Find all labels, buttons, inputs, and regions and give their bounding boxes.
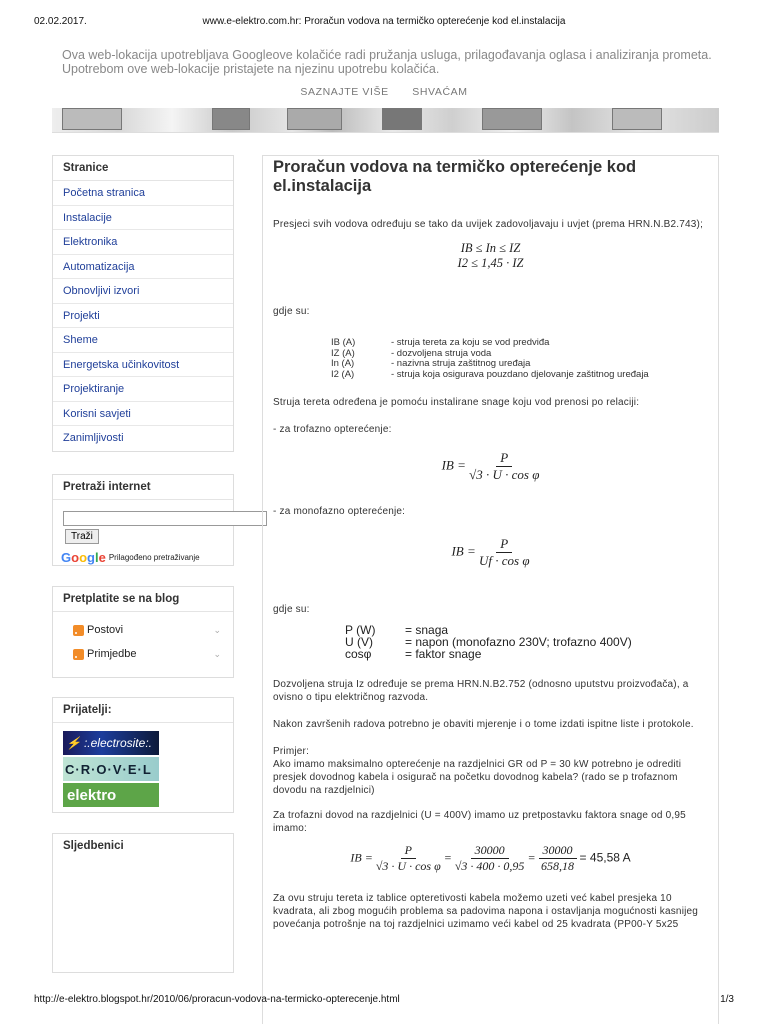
print-url: http://e-elektro.blogspot.hr/2010/06/proracun-vodova-na-termicko-opterecenje.html bbox=[34, 994, 400, 1005]
friend-link-elektro[interactable]: elektro bbox=[63, 783, 159, 807]
legend-symbol: I2 (A) bbox=[331, 368, 355, 380]
formula-numerator: P bbox=[496, 536, 512, 553]
friends-widget bbox=[52, 697, 234, 813]
post-paragraph: Struja tereta određena je pomoću instalirane snage koju vod prenosi po relaciji: bbox=[273, 397, 640, 408]
legend-symbol: IB (A) bbox=[331, 337, 356, 348]
followers-widget bbox=[52, 833, 234, 973]
print-page-title: www.e-elektro.com.hr: Proračun vodova na termičko opterećenje kod el.instalacija bbox=[202, 16, 566, 27]
chevron-down-icon: ⌄ bbox=[213, 624, 221, 635]
accept-cookies-button[interactable]: SHVAĆAM bbox=[412, 86, 468, 98]
banner-device bbox=[482, 108, 542, 130]
formula-line: IB ≤ In ≤ IZ bbox=[460, 241, 521, 255]
post-paragraph: Nakon završenih radova potrebno je obaviti mjerenje i o tome izdati ispitne liste i protokole. bbox=[273, 719, 694, 730]
google-custom-search bbox=[53, 548, 233, 575]
nav-item-projekti[interactable]: Projekti bbox=[53, 304, 233, 329]
legend-description: - dozvoljena struja voda bbox=[391, 347, 492, 359]
post-paragraph: Presjeci svih vodova određuju se tako da uvijek zadovoljavaju i uvjet (prema HRN.N.B2.743); bbox=[273, 219, 704, 230]
search-input[interactable] bbox=[63, 511, 267, 526]
legend-description: = snaga bbox=[405, 623, 449, 637]
chevron-down-icon: ⌄ bbox=[213, 648, 221, 659]
post-paragraph: - za trofazno opterećenje: bbox=[273, 424, 392, 435]
formula-denominator: 658,18 bbox=[541, 859, 575, 873]
subscribe-comments-label: Primjedbe bbox=[87, 648, 137, 660]
subscribe-widget bbox=[52, 586, 234, 678]
print-date: 02.02.2017. bbox=[34, 16, 87, 27]
post-paragraph: Za ovu struju tereta iz tablice opteretivosti kabela možemo uzeti već kabel presjeka 10 kvadrata, ali zbog mogućih problema sa padovima napona i ostavljanja mogućnosti kasnijeg povećanja potrošnje na toj razdjelnici uzimamo veći kabel od 25 kvadrata (PP00-Y 5x25 bbox=[273, 893, 699, 930]
header-banner-image bbox=[52, 108, 719, 133]
legend-description: - nazivna struja zaštitnog uređaja bbox=[391, 358, 531, 369]
post-paragraph: - za monofazno opterećenje: bbox=[273, 506, 406, 517]
formula-result: = 45,58 A bbox=[579, 850, 631, 865]
variables-legend bbox=[345, 624, 708, 660]
rss-icon bbox=[73, 649, 84, 660]
formula-conditions bbox=[273, 241, 708, 271]
nav-item-korisni-savjeti[interactable]: Korisni savjeti bbox=[53, 402, 233, 427]
nav-item-pocetna[interactable]: Početna stranica bbox=[53, 181, 233, 206]
formula-lhs: IB = bbox=[451, 543, 476, 559]
formula-fraction bbox=[539, 843, 577, 874]
banner-device bbox=[612, 108, 662, 130]
post-paragraph: gdje su: bbox=[273, 306, 310, 317]
legend-description: - struja koja osigurava pouzdano djelovanje zaštitnog uređaja bbox=[391, 368, 649, 380]
nav-item-energetska-ucinkovitost[interactable]: Energetska učinkovitost bbox=[53, 353, 233, 378]
main-article bbox=[262, 155, 719, 1024]
friend-link-electrosite[interactable]: ⚡ :.electrosite:. bbox=[63, 731, 159, 755]
nav-item-obnovljivi-izvori[interactable]: Obnovljivi izvori bbox=[53, 279, 233, 304]
post-paragraph: Ako imamo maksimalno opterećenje na razdjelnici GR od P = 30 kW potrebno je odrediti presjek dovodnog kabela i osigurač na početku dovodnog kabela? (rado se p trofaznom dovodu na razdjelnici) bbox=[273, 759, 682, 796]
legend-symbol: IZ (A) bbox=[331, 347, 355, 359]
post-paragraph: gdje su: bbox=[273, 604, 310, 615]
formula-line: I2 ≤ 1,45 · IZ bbox=[457, 256, 524, 270]
learn-more-link[interactable]: SAZNAJTE VIŠE bbox=[300, 86, 389, 98]
formula-numerator: P bbox=[401, 843, 416, 859]
search-button[interactable]: Traži bbox=[65, 529, 99, 544]
formula-numerator: 30000 bbox=[471, 843, 509, 859]
formula-fraction bbox=[469, 450, 539, 483]
subscribe-posts[interactable] bbox=[53, 618, 233, 642]
print-page-number: 1/3 bbox=[720, 994, 734, 1005]
banner-device bbox=[62, 108, 122, 130]
formula-fraction bbox=[455, 843, 525, 874]
print-header bbox=[34, 16, 734, 30]
post-paragraph: Primjer: bbox=[273, 746, 310, 757]
post-title: Proračun vodova na termičko opterećenje kod el.instalacija bbox=[273, 158, 637, 195]
rss-icon bbox=[73, 625, 84, 636]
legend-symbol: P (W) bbox=[345, 623, 376, 637]
legend-symbol: cosφ bbox=[345, 647, 372, 661]
cookie-actions bbox=[0, 86, 768, 98]
friend-link-crovel[interactable]: C·R·O·V·E·L bbox=[63, 757, 159, 781]
nav-item-elektronika[interactable]: Elektronika bbox=[53, 230, 233, 255]
pages-nav bbox=[53, 181, 233, 451]
nav-item-zanimljivosti[interactable]: Zanimljivosti bbox=[63, 432, 124, 444]
search-widget bbox=[52, 474, 234, 566]
legend-symbol: In (A) bbox=[331, 358, 355, 369]
formula-fraction bbox=[479, 536, 530, 569]
legend-description: = napon (monofazno 230V; trofazno 400V) bbox=[405, 635, 632, 649]
subscribe-posts-label: Postovi bbox=[87, 624, 124, 636]
formula-numerator: 30000 bbox=[539, 843, 577, 859]
formula-denominator: √3 · U · cos φ bbox=[469, 467, 540, 482]
banner-device bbox=[212, 108, 250, 130]
cookie-notice-text: Ova web-lokacija upotrebljava Googleove kolačiće radi pružanja usluga, prilagođavanja oglasa i analiziranja prometa. Upotrebom ove web-lokacije pristajete na njezinu upotrebu kolačića. bbox=[62, 48, 712, 76]
custom-search-label: Prilagođeno pretraživanje bbox=[108, 553, 200, 562]
formula-denominator: Uf · cos φ bbox=[479, 553, 530, 568]
followers-widget-title: Sljedbenici bbox=[63, 840, 124, 852]
banner-device bbox=[382, 108, 422, 130]
formula-denominator: √3 · 400 · 0,95 bbox=[454, 859, 525, 873]
formula-lhs: IB = bbox=[350, 850, 373, 865]
symbols-legend bbox=[331, 338, 708, 380]
formula-denominator: √3 · U · cos φ bbox=[375, 859, 441, 873]
nav-item-automatizacija[interactable]: Automatizacija bbox=[53, 255, 233, 280]
nav-item-projektiranje[interactable]: Projektiranje bbox=[53, 377, 233, 402]
formula-numerator: P bbox=[496, 450, 512, 467]
search-widget-title: Pretraži internet bbox=[53, 475, 233, 500]
formula-three-phase bbox=[273, 450, 708, 483]
nav-item-sheme[interactable]: Sheme bbox=[53, 328, 233, 353]
subscribe-comments[interactable] bbox=[53, 642, 233, 666]
legend-description: = faktor snage bbox=[405, 647, 482, 661]
pages-widget-title: Stranice bbox=[53, 156, 233, 181]
post-paragraph: Za trofazni dovod na razdjelnici (U = 400V) imamo uz pretpostavku faktora snage od 0,95 imamo: bbox=[273, 810, 686, 834]
formula-fraction bbox=[376, 843, 441, 874]
nav-item-instalacije[interactable]: Instalacije bbox=[53, 206, 233, 231]
formula-example: IB = $\frac{P}{\text{√3 · U · cos φ}}$ = $\frac{30000}{√3 \cdot 400 \cdot 0,95}$ = $\frac{30000}{658,18}$ = 45,58 A bbox=[350, 843, 631, 873]
legend-description: - struja tereta za koju se vod predviđa bbox=[391, 337, 550, 348]
search-row bbox=[53, 500, 233, 548]
legend-symbol: U (V) bbox=[345, 635, 373, 649]
post-paragraph: Dozvoljena struja Iz određuje se prema HRN.N.B2.752 (odnosno uputstvu proizvođača), a ovisno o tipu električnog razvoda. bbox=[273, 679, 689, 703]
subscribe-widget-title: Pretplatite se na blog bbox=[53, 587, 233, 612]
friends-widget-title: Prijatelji: bbox=[53, 698, 233, 723]
banner-device bbox=[287, 108, 342, 130]
formula-lhs: IB = bbox=[441, 457, 466, 473]
google-logo: Google bbox=[61, 550, 106, 565]
pages-widget bbox=[52, 155, 234, 452]
formula-single-phase bbox=[273, 536, 708, 569]
